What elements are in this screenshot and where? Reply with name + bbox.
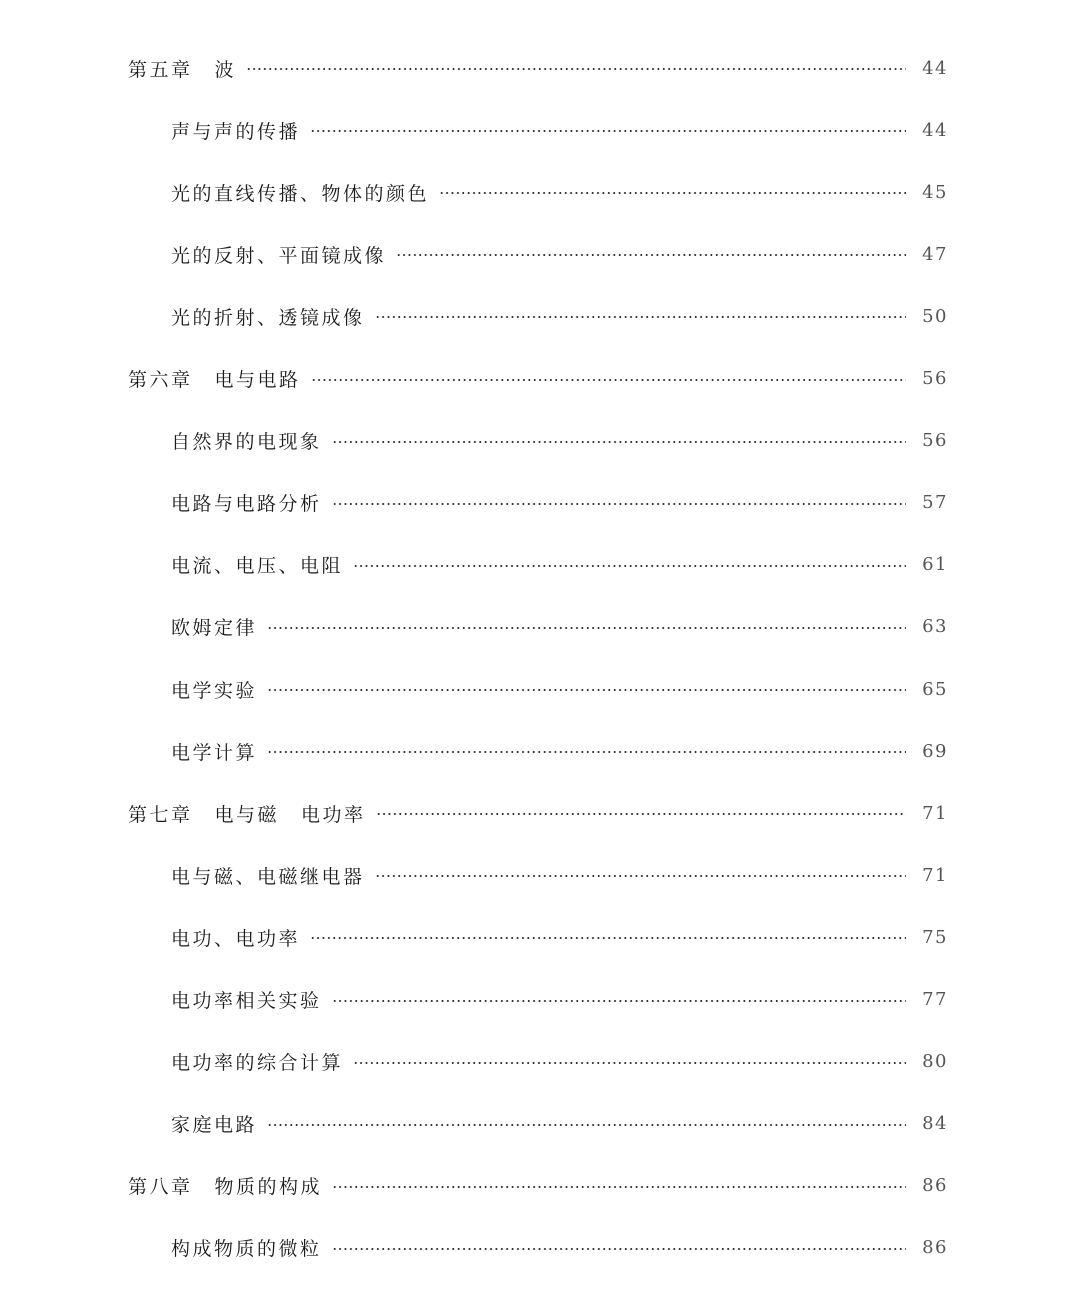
- dot-leader: [332, 1000, 906, 1002]
- dot-leader: [332, 503, 906, 505]
- toc-section-row[interactable]: [0, 609, 1080, 645]
- dot-leader: [310, 130, 906, 132]
- toc-section-row[interactable]: [0, 298, 1080, 334]
- chapter-name: 电与磁: [214, 803, 280, 826]
- toc-section-row[interactable]: [0, 1230, 1080, 1266]
- toc-section-row[interactable]: [0, 671, 1080, 707]
- page-number: 56: [922, 430, 948, 452]
- chapter-title: [128, 365, 301, 392]
- chapter-title: [128, 1172, 322, 1199]
- page-number: 86: [922, 1237, 948, 1259]
- chapter-title: [128, 55, 236, 82]
- chapter-number: 第七章: [128, 803, 193, 826]
- toc-section-row[interactable]: [0, 982, 1080, 1018]
- page-number: 50: [922, 305, 948, 327]
- page-number: 69: [922, 740, 948, 762]
- toc-section-row[interactable]: [0, 1106, 1080, 1142]
- dot-leader: [246, 68, 906, 70]
- page-number: 63: [922, 616, 948, 638]
- section-title: [171, 117, 300, 144]
- page-number: 75: [922, 926, 948, 948]
- page-number: 47: [922, 243, 948, 265]
- section-title: [171, 1048, 343, 1075]
- dot-leader: [267, 1124, 906, 1126]
- toc-section-row[interactable]: [0, 547, 1080, 583]
- toc-chapter-row[interactable]: [0, 50, 1080, 86]
- page-number: 80: [922, 1051, 948, 1073]
- toc-section-row[interactable]: [0, 485, 1080, 521]
- section-title: [171, 489, 322, 516]
- section-label: 声与声的传播: [171, 120, 301, 143]
- section-title: [171, 862, 365, 889]
- section-label: 电路与电路分析: [171, 493, 322, 516]
- section-label: 光的直线传播、物体的颜色: [171, 182, 430, 205]
- dot-leader: [353, 565, 906, 567]
- toc-section-row[interactable]: [0, 174, 1080, 210]
- toc-section-row[interactable]: [0, 423, 1080, 459]
- chapter-number: 第六章: [128, 369, 193, 391]
- section-label: 构成物质的微粒: [171, 1238, 322, 1261]
- section-title: [171, 1110, 257, 1137]
- dot-leader: [332, 1186, 906, 1188]
- chapter-name: 波: [214, 58, 237, 81]
- toc-chapter-row[interactable]: [0, 1168, 1080, 1204]
- toc-section-row[interactable]: [0, 1044, 1080, 1080]
- section-label: 电功、电功率: [171, 927, 301, 950]
- section-label: 电学计算: [171, 741, 258, 764]
- section-label: 电功率相关实验: [171, 990, 322, 1012]
- section-label: 光的反射、平面镜成像: [171, 244, 387, 267]
- section-title: [171, 738, 257, 765]
- section-label: 家庭电路: [171, 1114, 258, 1137]
- dot-leader: [332, 441, 906, 443]
- chapter-name: 物质的构成: [214, 1176, 323, 1199]
- chapter-number: 第五章: [128, 58, 193, 81]
- chapter-name: 电与电路: [214, 369, 301, 391]
- section-title: [171, 986, 322, 1013]
- page-number: 71: [922, 864, 948, 886]
- toc-chapter-row[interactable]: [0, 361, 1080, 397]
- dot-leader: [310, 937, 906, 939]
- dot-leader: [267, 689, 906, 691]
- dot-leader: [376, 813, 906, 815]
- toc-section-row[interactable]: [0, 919, 1080, 955]
- section-title: [171, 924, 300, 951]
- page-number: 71: [922, 802, 948, 824]
- toc-section-row[interactable]: [0, 733, 1080, 769]
- section-title: [171, 303, 365, 330]
- page-number: 84: [922, 1113, 948, 1135]
- page-number: 44: [922, 119, 948, 141]
- dot-leader: [375, 875, 906, 877]
- dot-leader: [267, 627, 906, 629]
- page-number: 77: [922, 989, 948, 1010]
- section-title: [171, 241, 386, 268]
- page-number: 65: [922, 678, 948, 700]
- section-title: [171, 427, 322, 454]
- section-label: 欧姆定律: [171, 617, 258, 640]
- page-number: 45: [922, 181, 948, 203]
- section-title: [171, 1234, 322, 1261]
- section-label: 电流、电压、电阻: [171, 555, 344, 578]
- dot-leader: [396, 254, 906, 256]
- section-title: [171, 676, 257, 703]
- dot-leader: [332, 1248, 906, 1250]
- toc-section-row[interactable]: [0, 857, 1080, 893]
- page-number: 44: [922, 57, 948, 79]
- section-title: [171, 551, 343, 578]
- section-label: 自然界的电现象: [171, 431, 322, 454]
- section-title: [171, 179, 429, 206]
- dot-leader: [375, 316, 906, 318]
- chapter-number: 第八章: [128, 1176, 193, 1199]
- page-number: 57: [922, 492, 948, 514]
- section-label: 电功率的综合计算: [171, 1052, 344, 1075]
- toc-section-row[interactable]: [0, 112, 1080, 148]
- dot-leader: [267, 751, 906, 753]
- section-label: 电与磁、电磁继电器: [171, 865, 365, 888]
- toc-chapter-row[interactable]: [0, 795, 1080, 831]
- chapter-title: [128, 800, 366, 827]
- page-number: 86: [922, 1175, 948, 1197]
- dot-leader: [353, 1062, 906, 1064]
- page-number: 61: [922, 554, 948, 576]
- section-title: [171, 613, 257, 640]
- section-label: 电学实验: [171, 679, 258, 702]
- dot-leader: [311, 379, 906, 381]
- dot-leader: [439, 192, 906, 194]
- chapter-name-secondary: 电功率: [301, 803, 366, 826]
- section-label: 光的折射、透镜成像: [171, 306, 365, 329]
- page-number: 56: [922, 368, 948, 389]
- toc-section-row[interactable]: [0, 236, 1080, 272]
